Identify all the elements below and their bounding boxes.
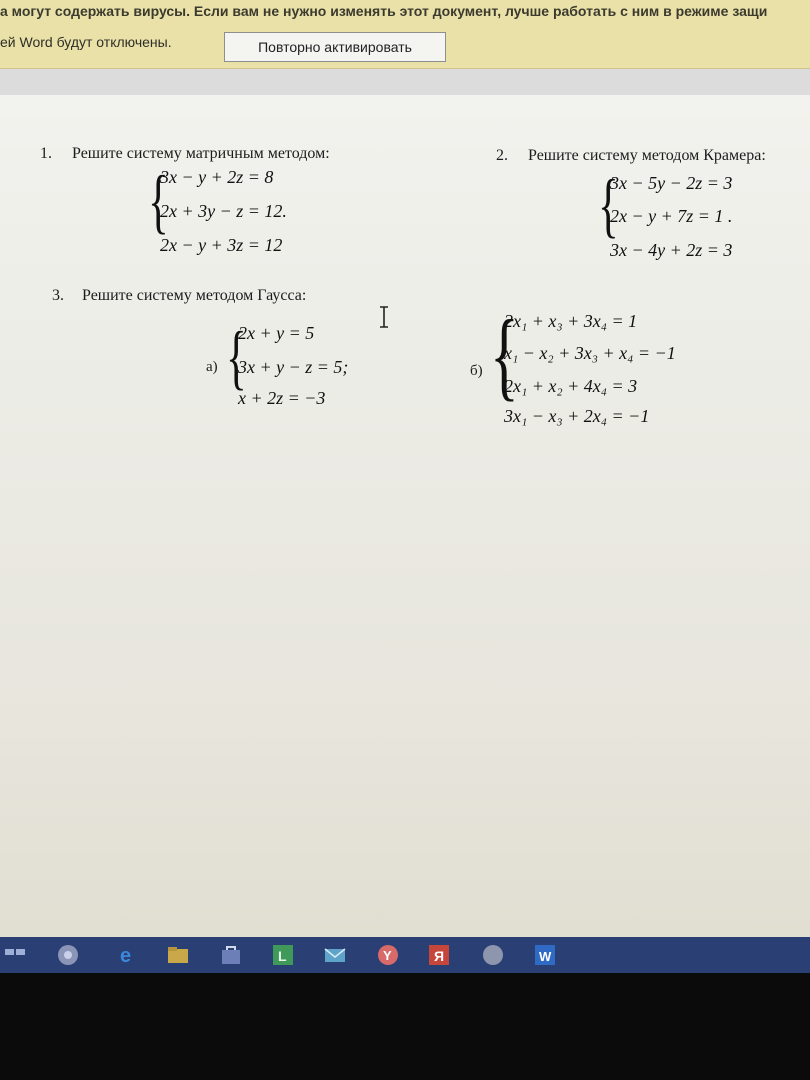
word-icon[interactable] <box>532 943 558 967</box>
yandex-browser-icon[interactable] <box>375 943 401 967</box>
task3a-equation-2: 3x + y − z = 5; <box>238 357 349 377</box>
task2-brace: { <box>598 165 619 245</box>
mail-icon[interactable] <box>322 943 348 967</box>
task1-equation-2: 2x + 3y − z = 12. <box>160 201 287 221</box>
task3-part-b-label: б) <box>470 363 483 379</box>
task3a-brace: { <box>226 317 247 397</box>
task3-part-a-label: а) <box>206 359 218 375</box>
svg-text:e: e <box>120 945 132 967</box>
task3b-equation-2: x₁ − x₂ + 3x₃ + x₄ = −1 <box>504 343 676 363</box>
file-explorer-icon[interactable] <box>165 943 191 967</box>
task-view-icon[interactable] <box>2 943 28 967</box>
reactivate-button[interactable]: Повторно активировать <box>224 32 446 62</box>
task1-title: Решите систему матричным методом: <box>72 145 330 162</box>
task3b-brace: { <box>490 299 519 410</box>
svg-text:Я: Я <box>434 948 445 964</box>
task3-number: 3. <box>52 287 64 304</box>
store-icon[interactable] <box>218 943 244 967</box>
task1-equation-1: 3x − y + 2z = 8 <box>160 167 274 187</box>
app-l-icon[interactable] <box>270 943 296 967</box>
yandex-icon[interactable] <box>426 943 452 967</box>
banner-message-line2: ей Word будут отключены. <box>0 34 172 50</box>
svg-text:W: W <box>539 949 552 964</box>
svg-text:Y: Y <box>383 948 392 963</box>
task1-equation-3: 2x − y + 3z = 12 <box>160 235 283 255</box>
document-top-strip <box>0 69 810 95</box>
task1-brace: { <box>148 161 169 241</box>
svg-text:L: L <box>278 948 287 964</box>
document-page <box>0 95 810 937</box>
screen-bezel <box>0 973 810 1080</box>
task2-title: Решите систему методом Крамера: <box>528 147 766 164</box>
task3a-equation-3: x + 2z = −3 <box>238 388 326 408</box>
task2-equation-3: 3x − 4y + 2z = 3 <box>610 240 733 260</box>
protected-view-banner <box>0 0 810 69</box>
task2-equation-2: 2x − y + 7z = 1 . <box>610 206 733 226</box>
task2-equation-1: 3x − 5y − 2z = 3 <box>610 173 733 193</box>
task3b-equation-1: 2x₁ + x₃ + 3x₄ = 1 <box>504 311 638 331</box>
task3-title: Решите систему методом Гаусса: <box>82 287 307 304</box>
banner-message-line1: а могут содержать вирусы. Если вам не нужно изменять этот документ, лучше работать с ним в режиме защи <box>0 3 768 19</box>
task2-number: 2. <box>496 147 508 164</box>
text-cursor-icon <box>378 306 390 328</box>
task3b-equation-3: 2x₁ + x₂ + 4x₄ = 3 <box>504 376 638 396</box>
task3a-equation-1: 2x + y = 5 <box>238 323 315 343</box>
edge-icon[interactable] <box>115 943 141 967</box>
task3b-equation-4: 3x₁ − x₃ + 2x₄ = −1 <box>504 406 650 426</box>
task1-number: 1. <box>40 145 52 162</box>
app-icon[interactable] <box>480 943 506 967</box>
chrome-icon[interactable] <box>55 943 81 967</box>
